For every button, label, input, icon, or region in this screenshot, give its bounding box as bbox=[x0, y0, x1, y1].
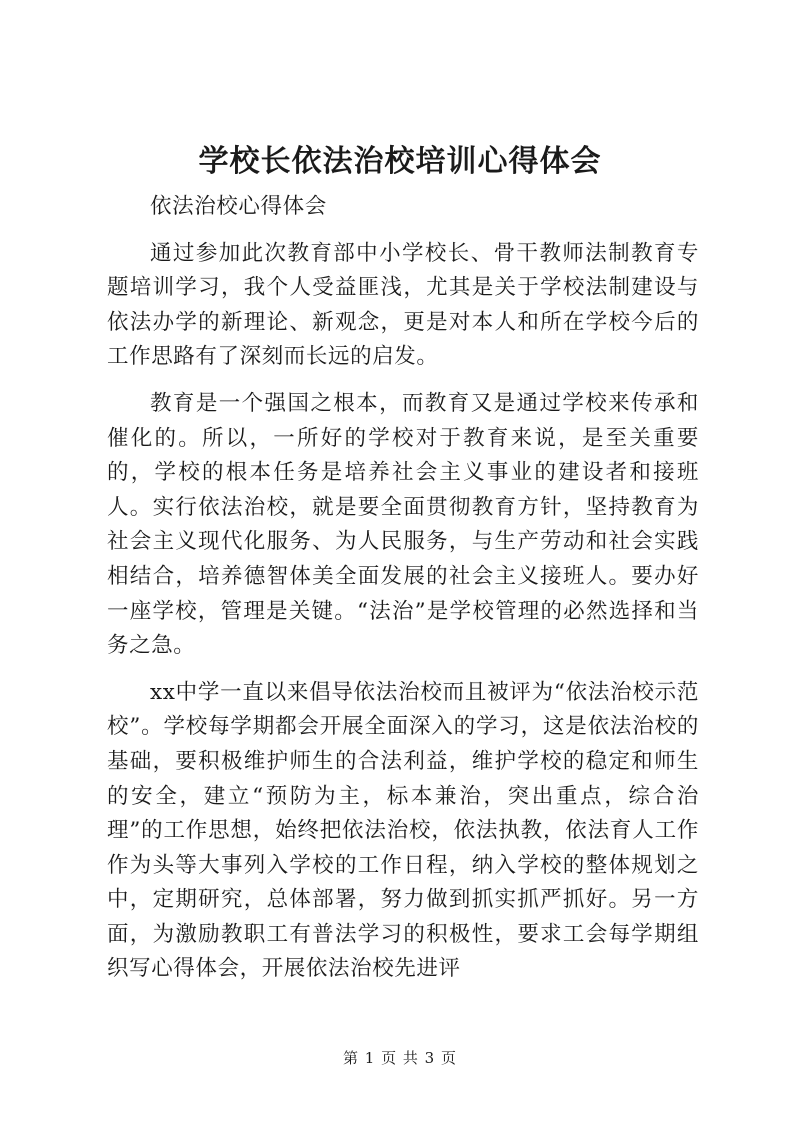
page-footer: 第 1 页 共 3 页 bbox=[343, 1049, 457, 1067]
document-title: 学校长依法治校培训心得体会 bbox=[198, 144, 602, 179]
paragraph-2: 教育是一个强国之根本，而教育又是通过学校来传承和催化的。所以，一所好的学校对于教育来说，是至关重要的，学校的根本任务是培养社会主义事业的建设者和接班人。实行依法治校，就是要全面贯彻教育方针，坚持教育为社会主义现代化服务、为人民服务，与生产劳动和社会实践相结合，培养德智体美全面发展的社会主义接班人。要办好一座学校，管理是关键。“法治”是学校管理的必然选择和当务之急。 bbox=[107, 390, 699, 659]
paragraph-3: xx中学一直以来倡导依法治校而且被评为“依法治校示范校”。学校每学期都会开展全面深入的学习，这是依法治校的基础，要积极维护师生的合法利益，维护学校的稳定和师生的安全，建立“预防为主，标本兼治，突出重点，综合治理”的工作思想，始终把依法治校，依法执教，依法育人工作作为头等大事列入学校的工作日程，纳入学校的整体规划之中，定期研究，总体部署，努力做到抓实抓严抓好。另一方面，为激励教职工有普法学习的积极性，要求工会每学期组织写心得体会，开展依法治校先进评 bbox=[107, 679, 699, 982]
document-body bbox=[107, 190, 699, 987]
paragraph-1: 通过参加此次教育部中小学校长、骨干教师法制教育专题培训学习，我个人受益匪浅，尤其是关于学校法制建设与依法办学的新理论、新观念，更是对本人和所在学校今后的工作思路有了深刻而长远的启发。 bbox=[107, 240, 699, 370]
paragraph-subtitle: 依法治校心得体会 bbox=[150, 194, 327, 219]
